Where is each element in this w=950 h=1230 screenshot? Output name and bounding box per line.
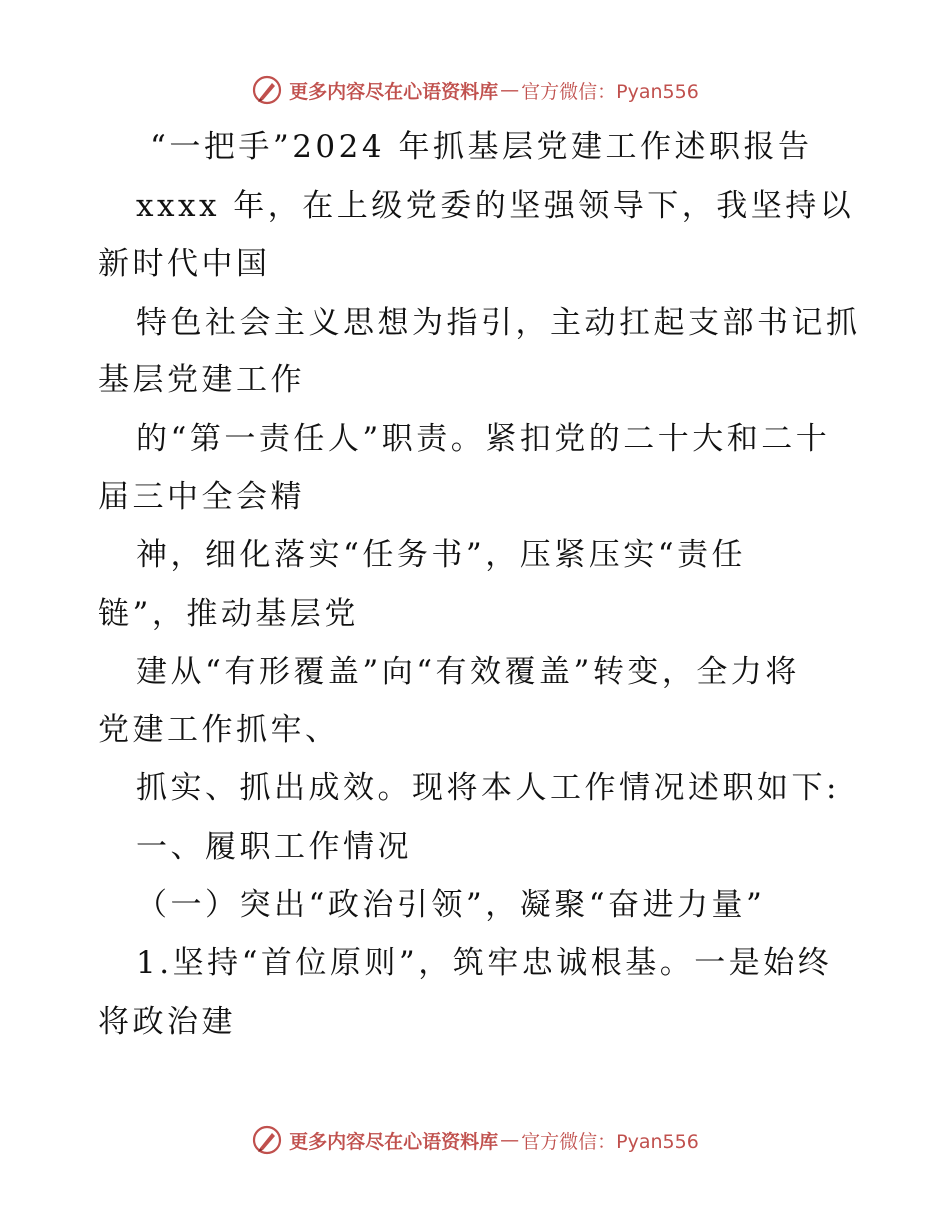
paragraph-line: 党建工作抓牢、	[98, 712, 340, 748]
paragraph-line: 新时代中国	[98, 246, 271, 282]
watermark-contact: 官方微信：Pyan556	[521, 1130, 699, 1153]
watermark-contact: 官方微信：Pyan556	[521, 80, 699, 103]
watermark-text: 更多内容尽在心语资料库	[289, 80, 499, 103]
document-title: “一把手”2024 年抓基层党建工作述职报告	[150, 129, 813, 165]
section-heading: 一、履职工作情况	[136, 829, 412, 865]
paragraph-line: 抓实、抓出成效。现将本人工作情况述职如下:	[136, 770, 840, 806]
paragraph-line: 链”，推动基层党	[98, 596, 359, 632]
subsection-heading: （一）突出“政治引领”，凝聚“奋进力量”	[136, 887, 766, 923]
paragraph-line: 1.坚持“首位原则”，筑牢忠诚根基。一是始终	[136, 945, 833, 981]
watermark-dash: —	[500, 79, 520, 101]
paragraph-line: 届三中全会精	[98, 479, 305, 515]
pen-logo-icon	[251, 74, 283, 106]
footer-watermark	[0, 1122, 950, 1158]
paragraph-line: 将政治建	[98, 1004, 236, 1040]
paragraph-line: 建从“有形覆盖”向“有效覆盖”转变，全力将	[136, 654, 800, 690]
paragraph-line: 神，细化落实“任务书”，压紧压实“责任	[136, 537, 747, 573]
watermark-text: 更多内容尽在心语资料库	[289, 1130, 499, 1153]
header-watermark	[0, 72, 950, 108]
watermark-dash: —	[500, 1129, 520, 1151]
paragraph-line: 特色社会主义思想为指引，主动扛起支部书记抓	[136, 305, 861, 341]
pen-logo-icon	[251, 1124, 283, 1156]
paragraph-line: xxxx 年，在上级党委的坚强领导下，我坚持以	[136, 188, 855, 224]
paragraph-line: 基层党建工作	[98, 362, 305, 398]
paragraph-line: 的“第一责任人”职责。紧扣党的二十大和二十	[136, 421, 831, 457]
